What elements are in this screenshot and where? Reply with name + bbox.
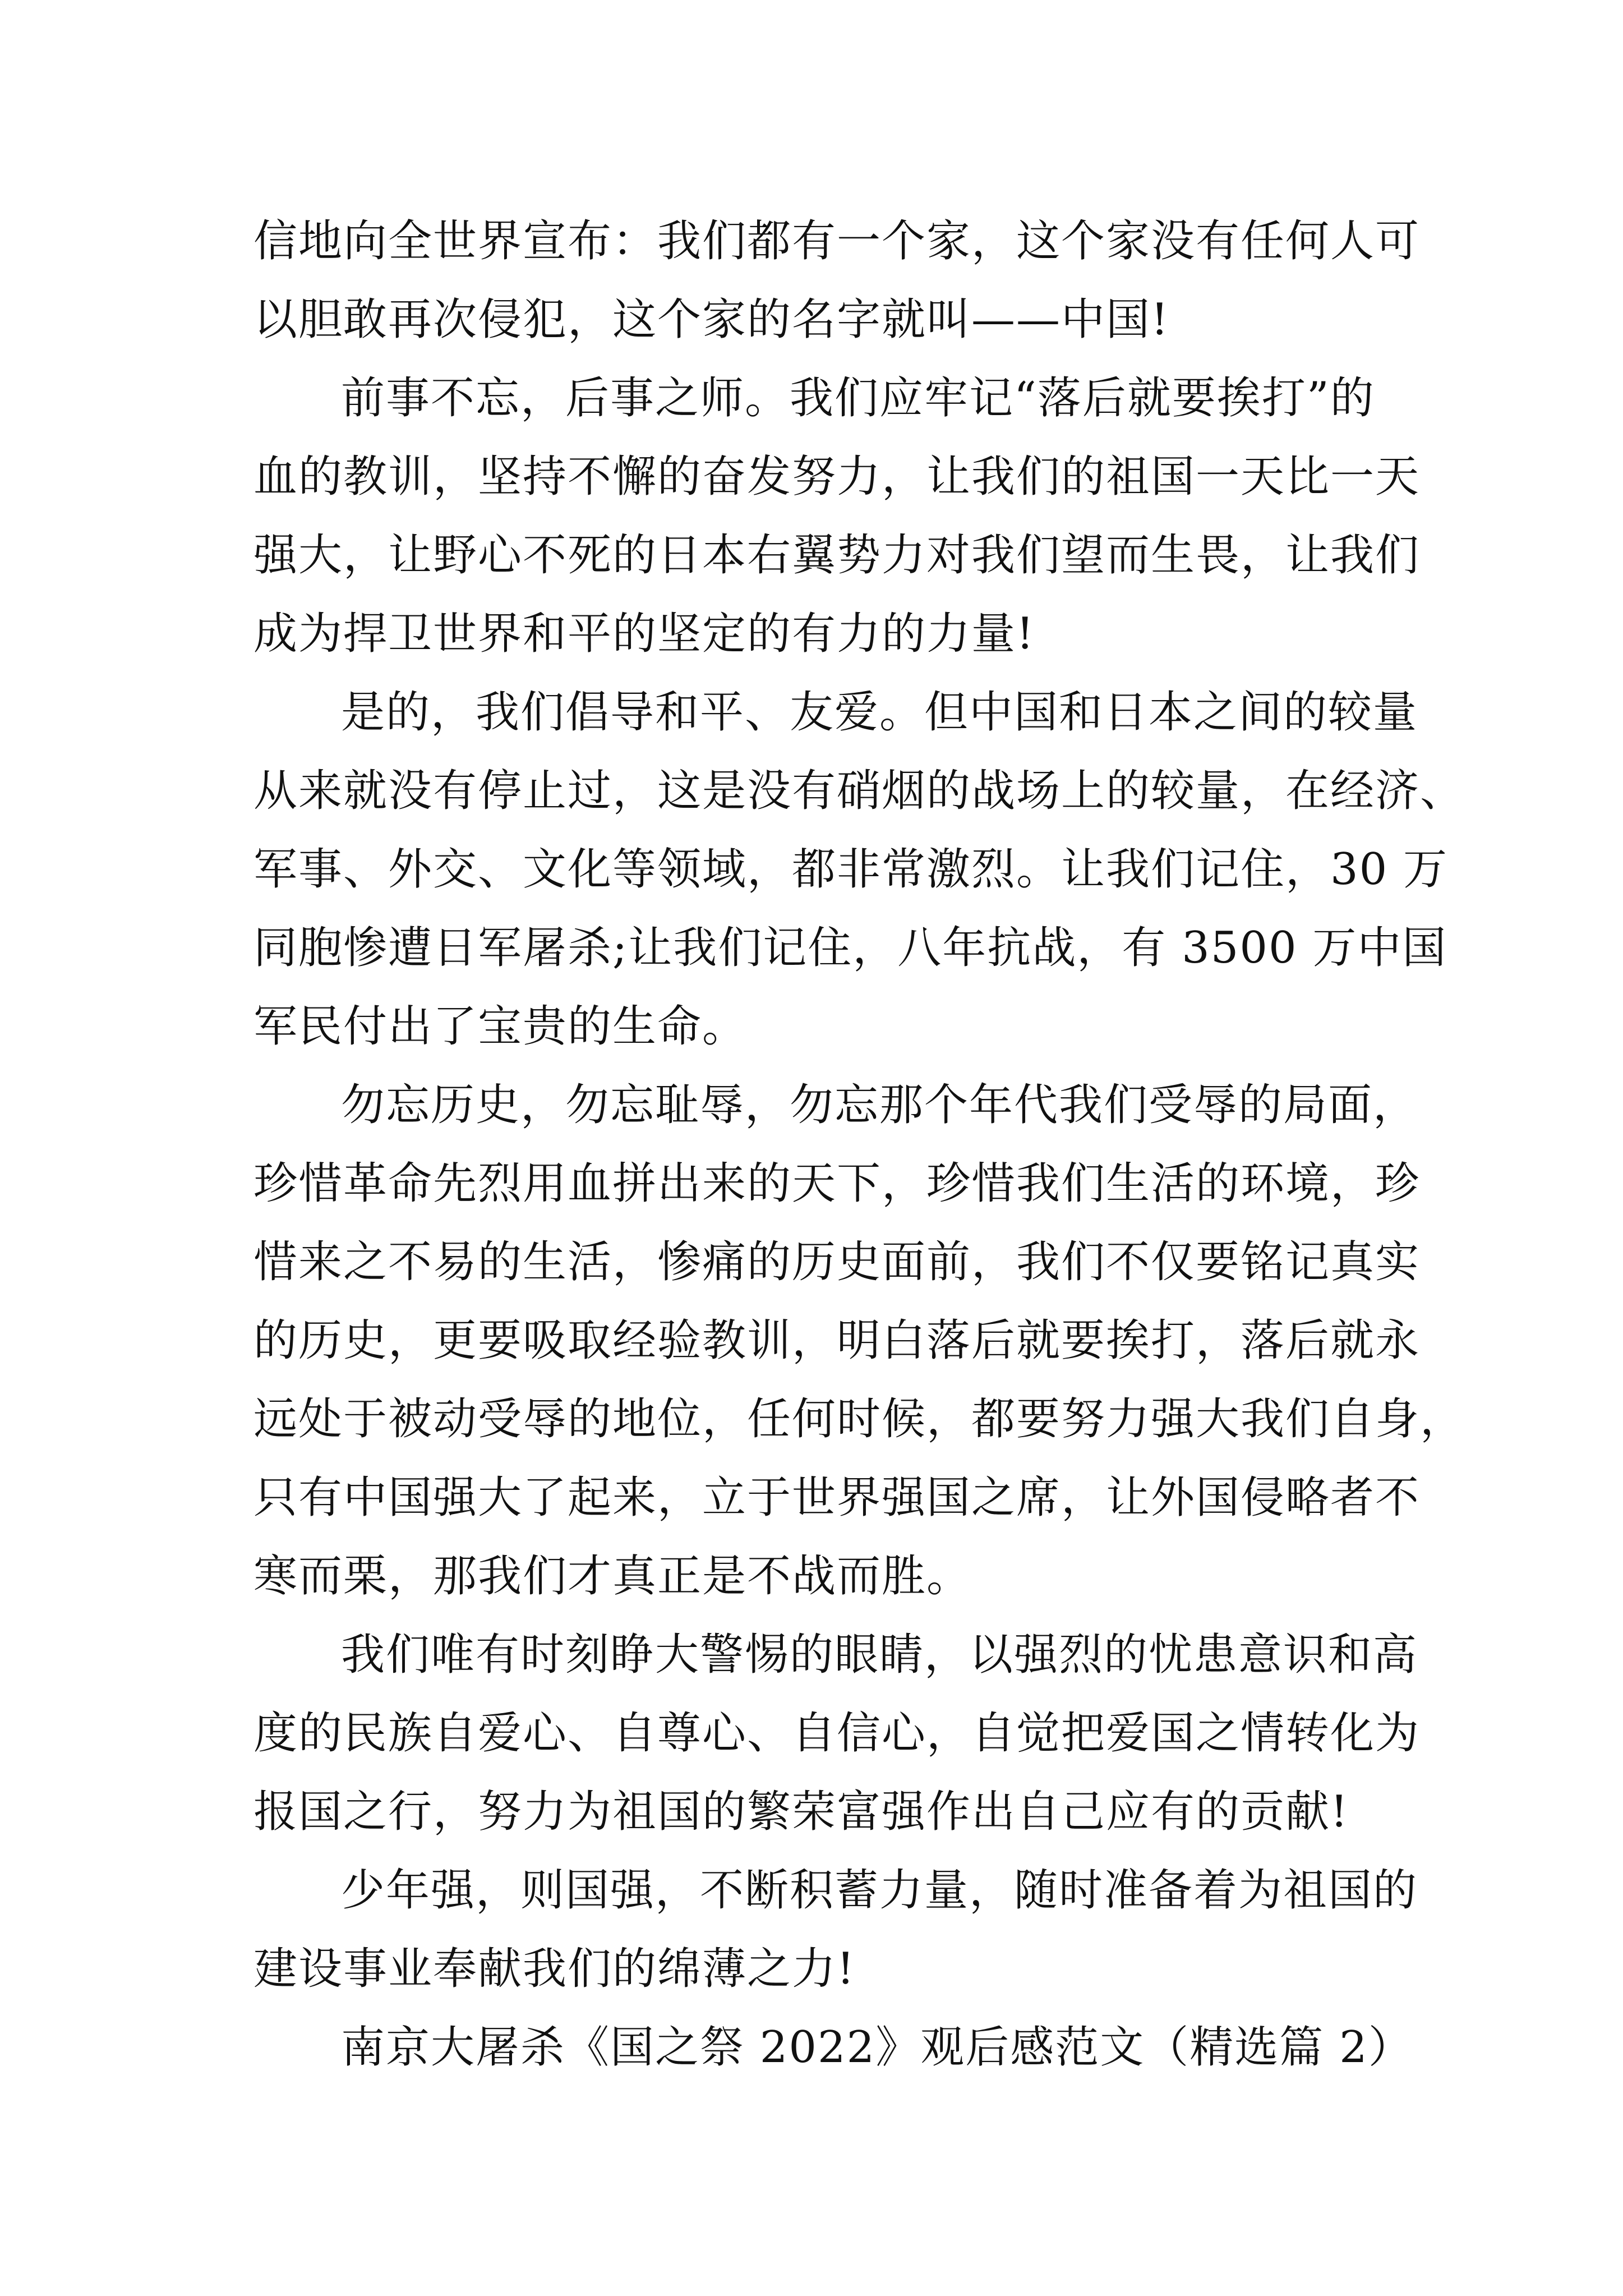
text-line: 同胞惨遭日军屠杀;让我们记住，八年抗战，有 3500 万中国 xyxy=(253,923,1447,973)
text-line: 度的民族自爱心、自尊心、自信心，自觉把爱国之情转化为 xyxy=(253,1708,1421,1759)
paragraph-start-line: 我们唯有时刻睁大警惕的眼睛，以强烈的忧患意识和高 xyxy=(341,1630,1418,1680)
paragraph-start-line: 是的，我们倡导和平、友爱。但中国和日本之间的较量 xyxy=(341,687,1418,738)
text-line: 寒而栗，那我们才真正是不战而胜。 xyxy=(253,1551,972,1602)
text-line: 信地向全世界宣布：我们都有一个家，这个家没有任何人可 xyxy=(253,216,1421,266)
text-line: 从来就没有停止过，这是没有硝烟的战场上的较量，在经济、 xyxy=(253,766,1465,816)
document-body xyxy=(253,202,1465,2087)
section-heading: 南京大屠杀《国之祭 2022》观后感范文（精选篇 2） xyxy=(341,2022,1413,2073)
text-line: 报国之行，努力为祖国的繁荣富强作出自己应有的贡献! xyxy=(253,1787,1349,1837)
paragraph-start-line: 少年强，则国强，不断积蓄力量，随时准备着为祖国的 xyxy=(341,1865,1418,1916)
text-line: 珍惜革命先烈用血拼出来的天下，珍惜我们生活的环境，珍 xyxy=(253,1158,1421,1209)
text-line: 建设事业奉献我们的绵薄之力! xyxy=(253,1944,856,1994)
text-line: 强大，让野心不死的日本右翼势力对我们望而生畏，让我们 xyxy=(253,530,1421,581)
text-line: 只有中国强大了起来，立于世界强国之席，让外国侵略者不 xyxy=(253,1473,1421,1523)
paragraph-start-line: 勿忘历史，勿忘耻辱，勿忘那个年代我们受辱的局面， xyxy=(341,1080,1418,1130)
text-line: 军事、外交、文化等领域，都非常激烈。让我们记住，30 万 xyxy=(253,844,1449,895)
text-line: 以胆敢再次侵犯，这个家的名字就叫——中国! xyxy=(253,295,1170,345)
text-line: 的历史，更要吸取经验教训，明白落后就要挨打，落后就永 xyxy=(253,1315,1421,1366)
text-line: 军民付出了宝贵的生命。 xyxy=(253,1001,748,1052)
text-line: 惜来之不易的生活，惨痛的历史面前，我们不仅要铭记真实 xyxy=(253,1237,1421,1287)
text-line: 成为捍卫世界和平的坚定的有力的力量! xyxy=(253,609,1035,659)
text-line: 远处于被动受辱的地位，任何时候，都要努力强大我们自身， xyxy=(253,1394,1465,1444)
text-line: 血的教训，坚持不懈的奋发努力，让我们的祖国一天比一天 xyxy=(253,452,1421,502)
paragraph-start-line: 前事不忘，后事之师。我们应牢记“落后就要挨打”的 xyxy=(341,373,1375,424)
